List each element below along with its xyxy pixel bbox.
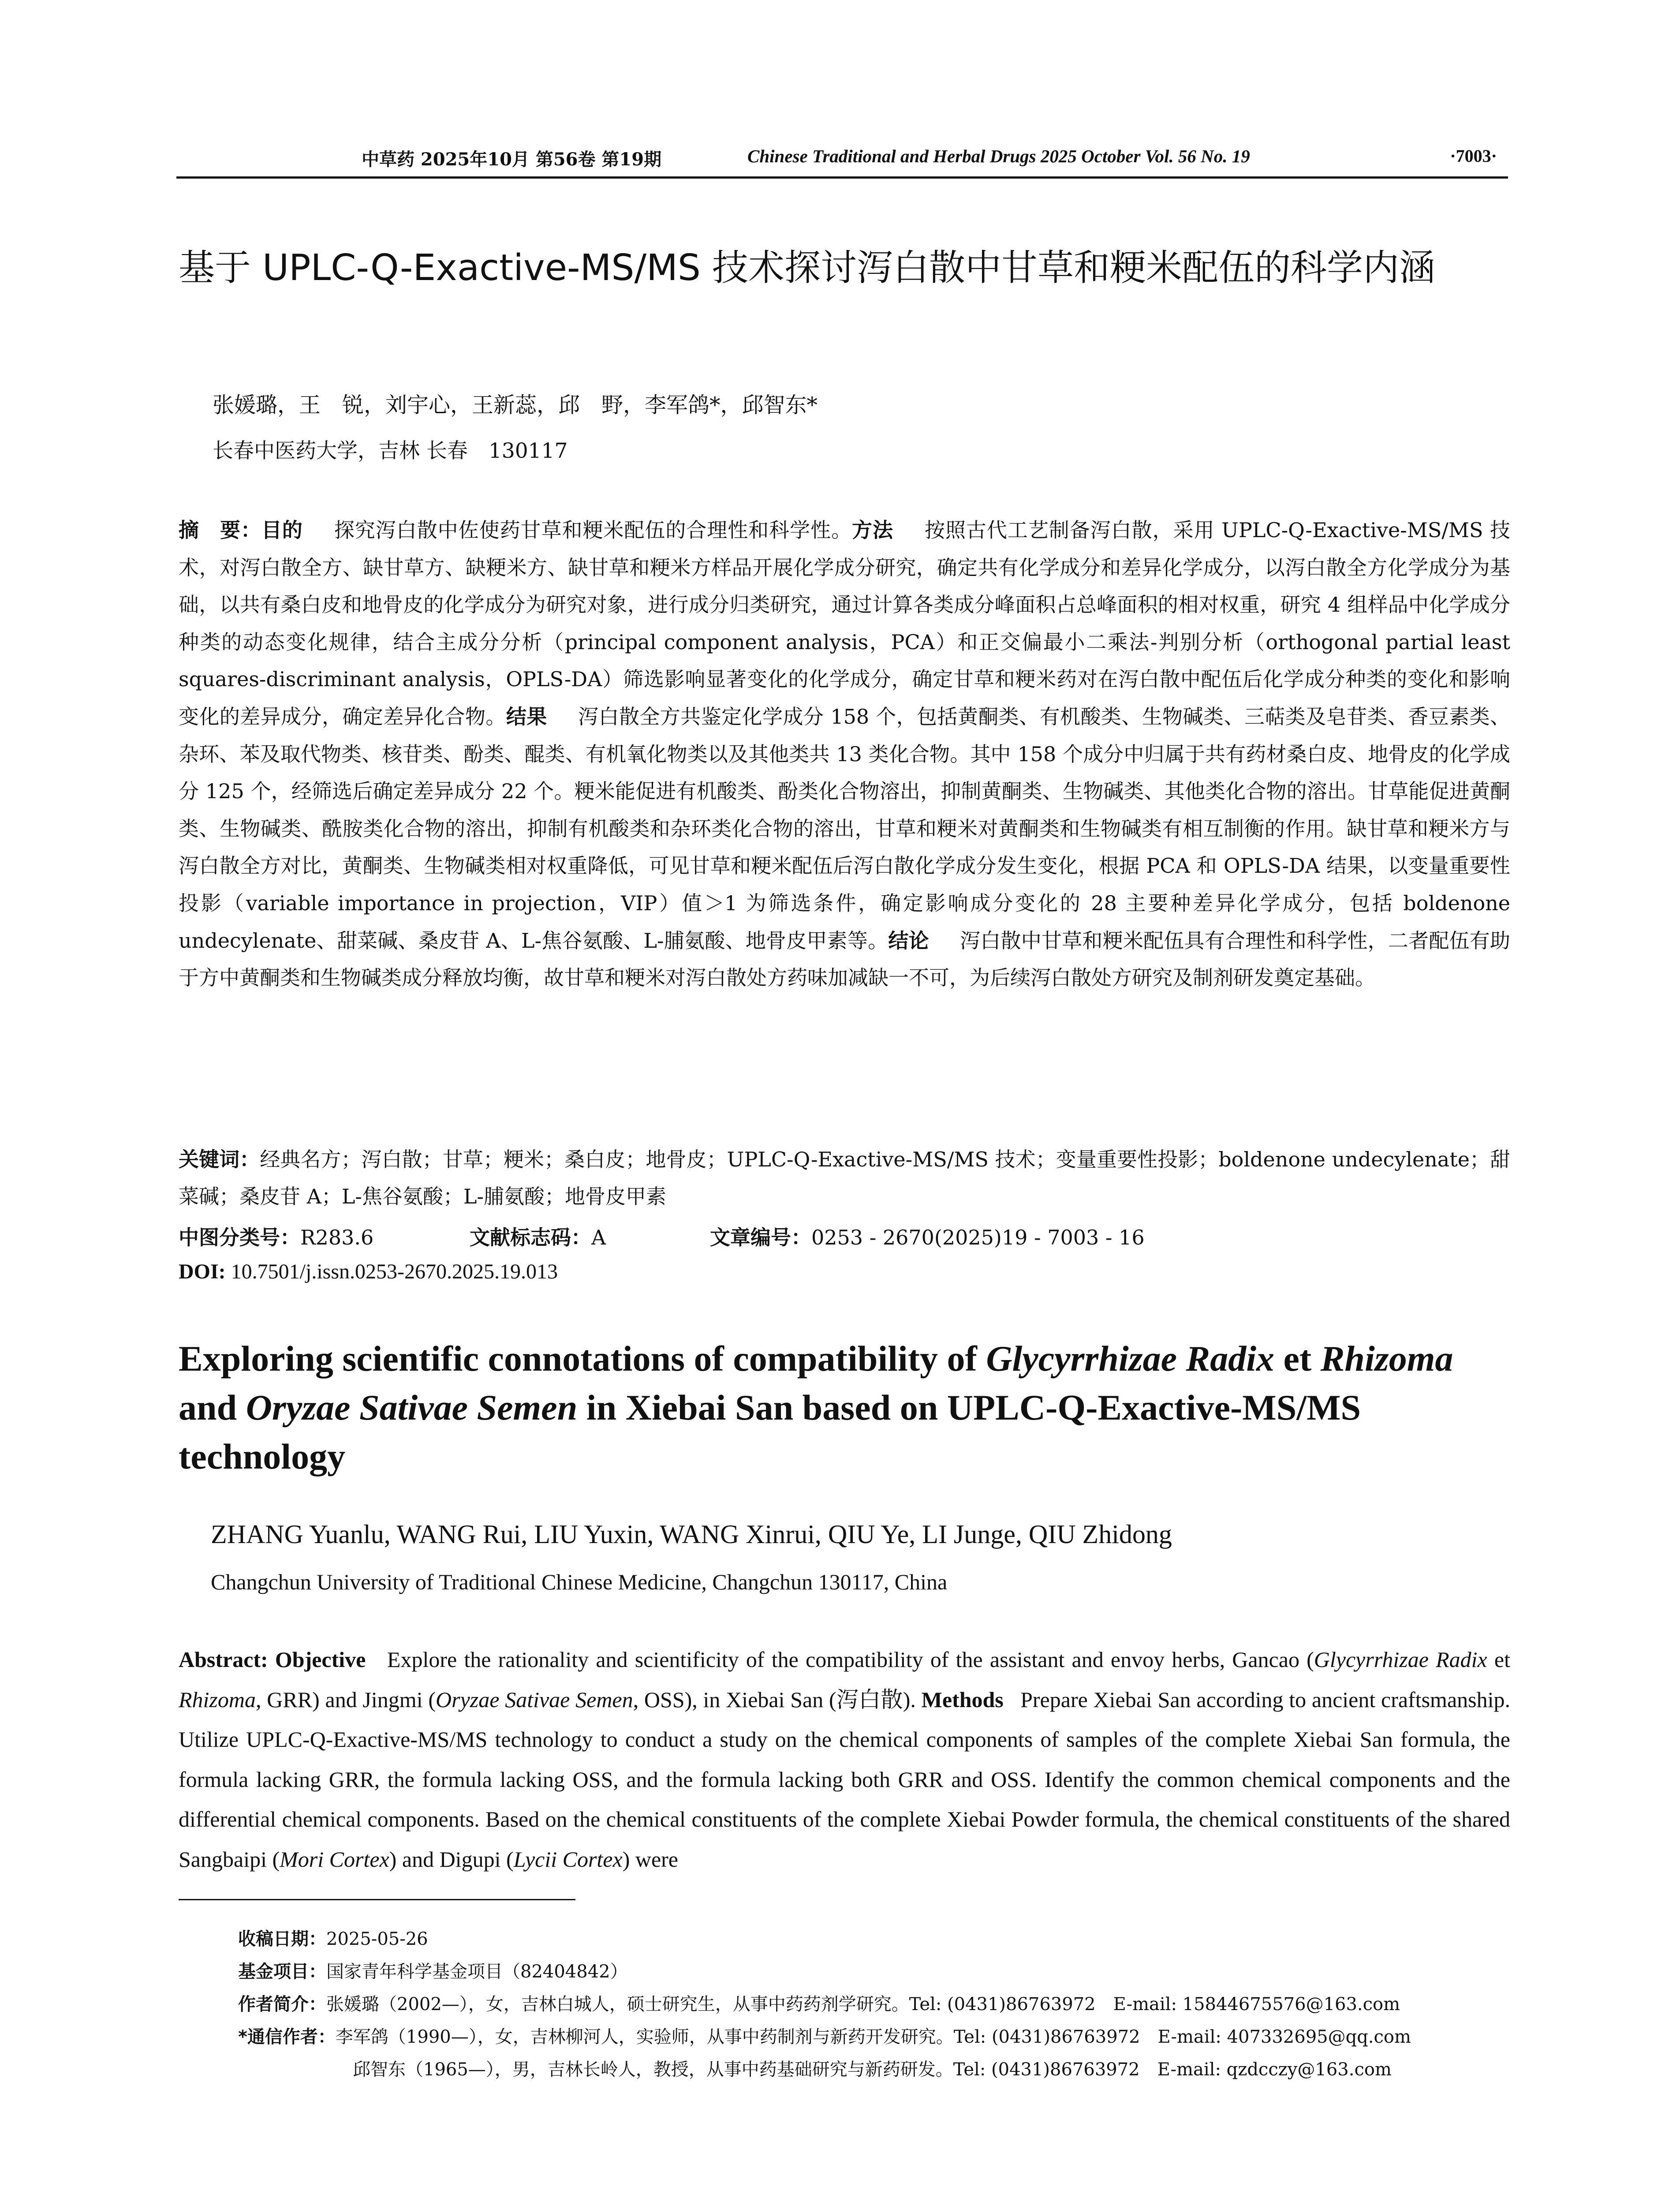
header-rule: [176, 176, 1508, 179]
article-number: [710, 1222, 1145, 1251]
footnote-fund: [238, 1955, 1508, 1988]
abstract-label-en: Abstract: Objective: [179, 1647, 366, 1672]
abstract-en-text: , GRR) and Jingmi (: [256, 1687, 436, 1712]
abstract-en-text: Prepare Xiebai San according to ancient craftsmanship. Utilize UPLC-Q-Exactive-MS/MS technology to conduct a study on the chemical components of samples of the complete Xiebai San formula, the formula lacking GRR, the formula lacking OSS, and the formula lacking both GRR and OSS. Identify the common chemical components and the differential chemical components. Based on the chemical constituents of the complete Xiebai Powder formula, the chemical constituents of the shared Sangbaipi (: [179, 1687, 1510, 1872]
affiliation-cn: 长春中医药大学，吉林 长春 130117: [213, 439, 568, 463]
doc-value: A: [591, 1226, 606, 1249]
abstract-en-text: ) and Digupi (: [389, 1846, 514, 1872]
abstract-en-italic: Lycii Cortex: [513, 1846, 623, 1872]
clc-label: 中图分类号：: [179, 1226, 300, 1249]
title-en-italic: Rhizoma: [1320, 1338, 1453, 1379]
keywords-label-cn: 关键词：: [179, 1147, 260, 1171]
corr-author-2: 邱智东（1965—），男，吉林长岭人，教授，从事中药基础研究与新药研发。Tel: (0431)86763972 E-mail: qzdcczy@163.com: [353, 2059, 1392, 2080]
keywords-text-cn: 经典名方；泻白散；甘草；粳米；桑白皮；地骨皮；UPLC-Q-Exactive-MS/MS 技术；变量重要性投影；boldenone undecylenate；甜菜碱；桑皮苷 A；L-焦谷氨酸；L-脯氨酸；地骨皮甲素: [179, 1147, 1510, 1208]
abstract-en-text: et: [1487, 1647, 1511, 1672]
corr-label: *通信作者：: [238, 2027, 336, 2047]
art-value: 0253 - 2670(2025)19 - 7003 - 16: [811, 1226, 1145, 1249]
article-title-en: [179, 1334, 1510, 1481]
fund-label: 基金项目：: [238, 1962, 326, 1982]
footnotes: [238, 1923, 1508, 2086]
document-code: [470, 1222, 606, 1251]
running-head: [176, 142, 1508, 168]
methods-label-en: Methods: [921, 1687, 1004, 1712]
abstract-en-text: , OSS), in Xiebai San (泻白散).: [633, 1687, 922, 1712]
clc-value: R283.6: [300, 1226, 374, 1249]
conclusion-text-cn: 泻白散中甘草和粳米配伍具有合理性和科学性，二者配伍有助于方中黄酮类和生物碱类成分释放均衡，故甘草和粳米对泻白散处方药味加减缺一不可，为后续泻白散处方研究及制剂研发奠定基础。: [179, 928, 1511, 990]
title-en-part: in Xiebai San based on UPLC-Q-Exactive-MS/MS technology: [179, 1387, 1361, 1476]
results-text-cn: 泻白散全方共鉴定化学成分 158 个，包括黄酮类、有机酸类、生物碱类、三萜类及皂苷类、香豆素类、杂环、苯及取代物类、核苷类、酚类、醌类、有机氧化物类以及其他类共 13 类化合物。其中 158 个成分中归属于共有药材桑白皮、地骨皮的化学成分 125 个，经筛选后确定差异成分 22 个。粳米能促进有机酸类、酚类化合物溶出，抑制黄酮类、生物碱类、其他类化合物的溶出。甘草能促进黄酮类、生物碱类、酰胺类化合物的溶出，抑制有机酸类和杂环类化合物的溶出，甘草和粳米对黄酮类和生物碱类有相互制衡的作用。缺甘草和粳米方与泻白散全方对比，黄酮类、生物碱类相对权重降低，可见甘草和粳米配伍后泻白散化学成分发生变化，根据 PCA 和 OPLS-DA 结果，以变量重要性投影（variable importance in projection，VIP）值＞1 为筛选条件，确定影响成分变化的 28 主要种差异化学成分，包括 boldenone undecylenate、甜菜碱、桑皮苷 A、L-焦谷氨酸、L-脯氨酸、地骨皮甲素等。: [179, 704, 1511, 953]
clc-number: [179, 1222, 373, 1251]
footnote-corresponding-2: [238, 2053, 1508, 2086]
title-en-part: et: [1274, 1338, 1321, 1379]
abstract-en: [179, 1640, 1510, 1880]
authors-cn: 张媛璐，王 锐，刘宇心，王新蕊，邱 野，李军鸽*，邱智东*: [213, 392, 818, 418]
title-en-italic: Glycyrrhizae Radix: [986, 1338, 1274, 1379]
bio-label: 作者简介：: [238, 1994, 326, 2014]
affiliation-en: Changchun University of Traditional Chinese Medicine, Changchun 130117, China: [211, 1570, 948, 1594]
art-label: 文章编号：: [710, 1226, 811, 1249]
journal-name-cn: 中草药 2025年10月 第56卷 第19期: [362, 149, 662, 170]
abstract-en-text: ) were: [622, 1846, 678, 1872]
abstract-en-italic: Oryzae Sativae Semen: [436, 1687, 633, 1712]
methods-text-cn: 按照古代工艺制备泻白散，采用 UPLC-Q-Exactive-MS/MS 技术，对泻白散全方、缺甘草方、缺粳米方、缺甘草和粳米方样品开展化学成分研究，确定共有化学成分和差异化学成分，以泻白散全方化学成分为基础，以共有桑白皮和地骨皮的化学成分为研究对象，进行成分归类研究，通过计算各类成分峰面积占总峰面积的相对权重，研究 4 组样品中化学成分种类的动态变化规律，结合主成分分析（principal component analysis，PCA）和正交偏最小二乘法-判别分析（orthogonal partial least squares-discriminant analysis，OPLS-DA）筛选影响显著变化的化学成分，确定甘草和粳米药对在泻白散中配伍后化学成分种类的变化和影响变化的差异成分，确定差异化合物。: [179, 518, 1511, 729]
doc-label: 文献标志码：: [470, 1226, 591, 1249]
footnote-bio: [238, 1988, 1508, 2021]
abstract-en-italic: Glycyrrhizae Radix: [1314, 1647, 1487, 1672]
doi-label: DOI:: [179, 1260, 226, 1283]
doi-line: [179, 1259, 558, 1284]
bio-value: 张媛璐（2002—），女，吉林白城人，硕士研究生，从事中药药剂学研究。Tel: (0431)86763972 E-mail: 15844675576@163.com: [326, 1994, 1400, 2014]
fund-value: 国家青年科学基金项目（82404842）: [326, 1962, 628, 1982]
authors-en: ZHANG Yuanlu, WANG Rui, LIU Yuxin, WANG Xinrui, QIU Ye, LI Junge, QIU Zhidong: [211, 1520, 1172, 1549]
objective-label-cn: 目的: [261, 518, 303, 542]
abstract-en-italic: Mori Cortex: [280, 1846, 389, 1872]
footnote-received: [238, 1923, 1508, 1955]
abstract-en-italic: Rhizoma: [179, 1687, 256, 1712]
classification-line: [179, 1222, 1510, 1248]
abstract-label-cn: 摘 要：: [179, 518, 261, 542]
title-en-italic: Oryzae Sativae Semen: [246, 1387, 578, 1428]
conclusion-label-cn: 结论: [888, 928, 929, 953]
abstract-cn: [179, 512, 1510, 997]
corr-author-1: 李军鸽（1990—），女，吉林柳河人，实验师，从事中药制剂与新药开发研究。Tel: (0431)86763972 E-mail: 407332695@qq.com: [335, 2027, 1411, 2047]
methods-label-cn: 方法: [852, 518, 893, 542]
footnote-rule: [179, 1899, 575, 1900]
footnote-corresponding: [238, 2021, 1508, 2053]
received-value: 2025-05-26: [326, 1929, 428, 1949]
abstract-en-text: Explore the rationality and scientificity of the compatibility of the assistant and envoy herbs, Gancao (: [387, 1647, 1314, 1672]
doi-value: 10.7501/j.issn.0253-2670.2025.19.013: [231, 1260, 558, 1283]
title-en-part: Exploring scientific connotations of compatibility of: [179, 1338, 986, 1379]
results-label-cn: 结果: [506, 704, 547, 729]
article-title-cn: 基于 UPLC-Q-Exactive-MS/MS 技术探讨泻白散中甘草和粳米配伍的科学内涵: [179, 247, 1435, 289]
keywords-cn: [179, 1141, 1510, 1215]
objective-text-cn: 探究泻白散中佐使药甘草和粳米配伍的合理性和科学性。: [333, 518, 852, 542]
page-number: ·7003·: [1450, 146, 1497, 166]
title-en-part: and: [179, 1387, 246, 1428]
received-label: 收稿日期：: [238, 1929, 326, 1949]
journal-name-en: Chinese Traditional and Herbal Drugs 2025 October Vol. 56 No. 19: [747, 146, 1250, 166]
